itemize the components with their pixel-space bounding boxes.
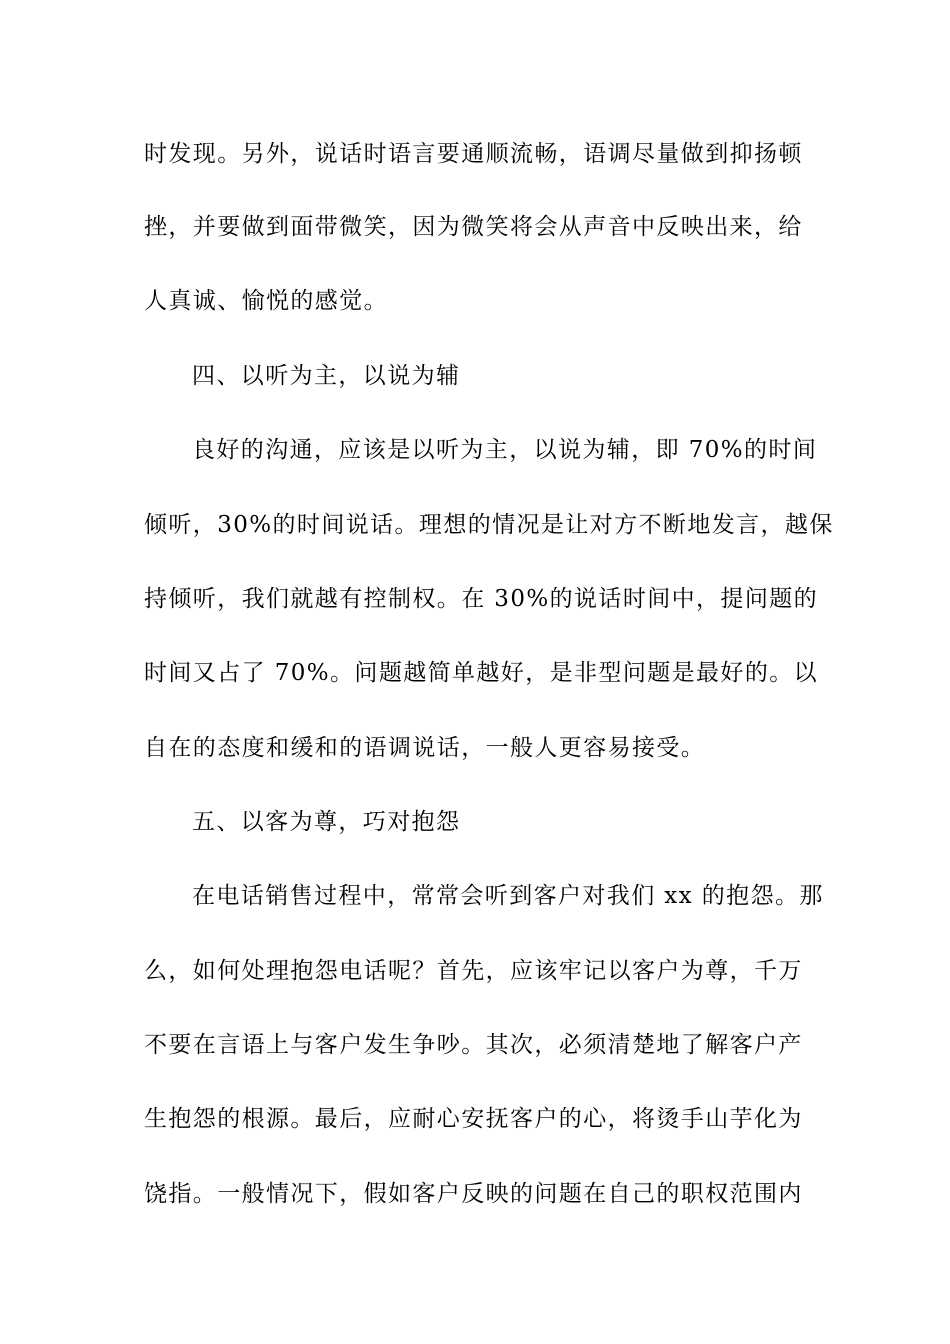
paragraph-line: 时发现。另外，说话时语言要通顺流畅，语调尽量做到抑扬顿 bbox=[144, 141, 803, 167]
paragraph-line: 么，如何处理抱怨电话呢？首先，应该牢记以客户为尊，千万 bbox=[144, 958, 803, 984]
paragraph-line: 良好的沟通，应该是以听为主，以说为辅，即 70%的时间 bbox=[192, 437, 818, 463]
paragraph-line: 时间又占了 70%。问题越简单越好，是非型问题是最好的。以 bbox=[144, 660, 819, 686]
paragraph-line: 持倾听，我们就越有控制权。在 30%的说话时间中，提问题的 bbox=[144, 586, 819, 612]
paragraph-line: 饶指。一般情况下，假如客户反映的问题在自己的职权范围内 bbox=[144, 1181, 803, 1207]
paragraph-line: 挫，并要做到面带微笑，因为微笑将会从声音中反映出来，给 bbox=[144, 214, 803, 240]
paragraph-line: 在电话销售过程中，常常会听到客户对我们 xx 的抱怨。那 bbox=[192, 883, 824, 909]
paragraph-line: 生抱怨的根源。最后，应耐心安抚客户的心，将烫手山芋化为 bbox=[144, 1106, 803, 1132]
paragraph-line: 倾听，30%的时间说话。理想的情况是让对方不断地发言，越保 bbox=[144, 512, 834, 538]
section-heading: 四、以听为主，以说为辅 bbox=[192, 363, 461, 389]
paragraph-line: 不要在言语上与客户发生争吵。其次，必须清楚地了解客户产 bbox=[144, 1032, 803, 1058]
section-heading: 五、以客为尊，巧对抱怨 bbox=[192, 809, 461, 835]
paragraph-line: 人真诚、愉悦的感觉。 bbox=[144, 288, 388, 314]
paragraph-line: 自在的态度和缓和的语调说话，一般人更容易接受。 bbox=[144, 735, 706, 761]
